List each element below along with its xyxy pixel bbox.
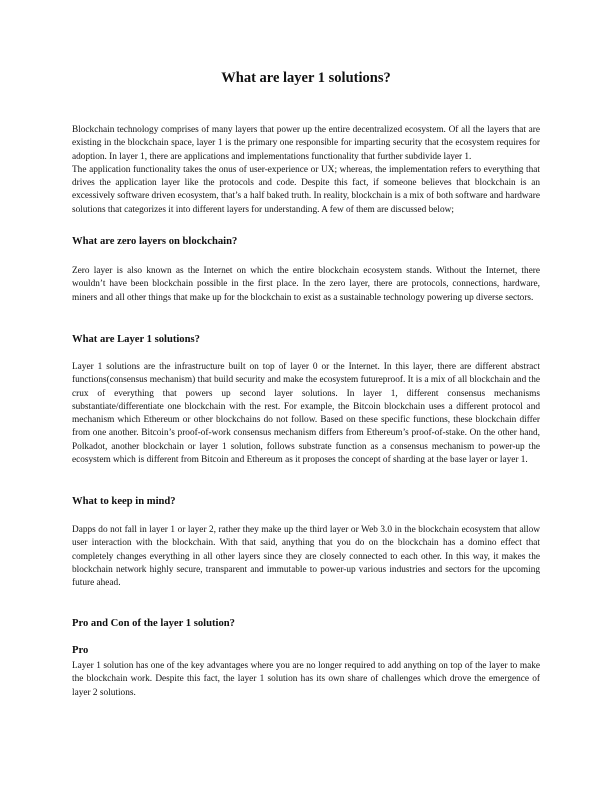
section-heading-pro-con: Pro and Con of the layer 1 solution? bbox=[72, 618, 235, 629]
page-title: What are layer 1 solutions? bbox=[221, 70, 391, 86]
section-body-keep-in-mind: Dapps do not fall in layer 1 or layer 2, rather they make up the third layer or Web 3.0 in the blockchain ecosystem that allow user interaction with the blockchain. With that said, anything that you do on the blockchain has a domino effect that completely changes everything in all other layers since they are closely connected to each other. In this way, it makes the blockchain network highly secure, transparent and immutable to power-up various industries and sectors for the upcoming future ahead. bbox=[72, 525, 540, 589]
section-body-pro: Layer 1 solution has one of the key advantages where you are no longer required to add anything on top of the layer to make the blockchain work. Despite this fact, the layer 1 solution has its own share of challenges which drove the emergence of layer 2 solutions. bbox=[72, 661, 540, 698]
section-body-zero-layers: Zero layer is also known as the Internet on which the entire blockchain ecosystem stands. Without the Internet, there wouldn’t have been blockchain possible in the first place. In the zero layer, there are protocols, connections, hardware, miners and all other things that make up for the blockchain to exist as a sustainable technology powering up diverse sectors. bbox=[72, 266, 540, 303]
subheading-pro: Pro bbox=[72, 645, 89, 656]
section-heading-layer1: What are Layer 1 solutions? bbox=[72, 334, 200, 345]
section-body-layer1: Layer 1 solutions are the infrastructure built on top of layer 0 or the Internet. In this layer, there are different abstract functions(consensus mechanism) that build security and make the ecosystem futureproof. It is a mix of all blockchain and the crux of everything that powers up second layer solutions. In layer 1, different consensus mechanisms substantiate/differentiate one blockchain with the rest. For example, the Bitcoin blockchain uses a different protocol and mechanism which Ethereum or other blockchains do not follow. Based on these specific functions, these blockchain differ from one another. Bitcoin’s proof-of-work consensus mechanism differs from Ethereum’s proof-of-stake. On the other hand, Polkadot, another blockchain or layer 1 solution, follows substrate function as a consensus mechanism to power-up the ecosystem which is different from Bitcoin and Ethereum as it proposes the concept of sharding at the base layer or layer 1. bbox=[72, 362, 540, 466]
intro-paragraph-2: The application functionality takes the onus of user-experience or UX; whereas, the implementation refers to everything that drives the application layer like the protocols and code. Despite this fact, if someone believes that blockchain is an excessively software driven ecosystem, that’s a half baked truth. In reality, blockchain is a mix of both software and hardware solutions that categorizes it into different layers for understanding. A few of them are discussed below; bbox=[72, 164, 540, 215]
intro-text bbox=[72, 124, 540, 217]
intro-paragraph-1: Blockchain technology comprises of many layers that power up the entire decentralized ecosystem. Of all the layers that are existing in the blockchain space, layer 1 is the primary one responsible for imparting security that the ecosystem requires for adoption. In layer 1, there are applications and implementations functionality that further subdivide layer 1. bbox=[72, 125, 540, 162]
section-heading-zero-layers: What are zero layers on blockchain? bbox=[72, 236, 238, 247]
section-heading-keep-in-mind: What to keep in mind? bbox=[72, 496, 176, 507]
